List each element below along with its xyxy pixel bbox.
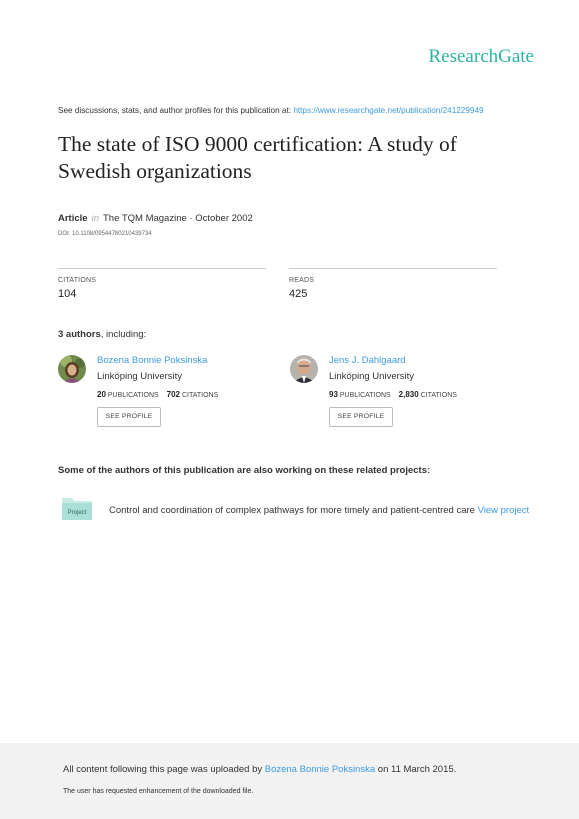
reads-label: READS — [289, 277, 315, 284]
project-title: Control and coordination of complex pathways for more timely and patient-centred care — [109, 505, 475, 516]
author-affiliation: Linköping University — [97, 371, 183, 382]
upload-suffix: on 11 March 2015. — [377, 764, 457, 775]
doi: DOI: 10.1108/09544780210439734 — [58, 231, 152, 237]
publication-title: The state of ISO 9000 certification: A study of Swedish organizations — [58, 132, 457, 183]
publication-url-link[interactable]: https://www.researchgate.net/publication/241229949 — [293, 106, 484, 115]
author-name-link[interactable]: Bozena Bonnie Poksinska — [97, 355, 208, 366]
uploader-link[interactable]: Bozena Bonnie Poksinska — [264, 764, 376, 775]
author-publications-count: 93 — [329, 390, 338, 399]
view-project-link[interactable]: View project — [477, 505, 530, 516]
authors-suffix: , including: — [100, 329, 147, 340]
author-stats — [329, 390, 457, 399]
project-folder-icon — [61, 495, 93, 521]
avatar[interactable] — [58, 355, 86, 383]
journal-date: The TQM Magazine · October 2002 — [102, 213, 253, 224]
in-label: in — [91, 213, 99, 224]
citations-value: 104 — [58, 288, 77, 300]
related-projects-heading: Some of the authors of this publication are also working on these related projects: — [58, 465, 431, 476]
enhancement-note: The user has requested enhancement of the downloaded file. — [63, 788, 254, 795]
reads-stat — [289, 268, 497, 300]
publication-meta — [58, 213, 253, 224]
see-profile-button[interactable]: SEE PROFILE — [97, 407, 161, 427]
citations-label: CITATIONS — [58, 277, 97, 284]
authors-heading — [58, 329, 146, 340]
author-stats — [97, 390, 218, 399]
article-type: Article — [58, 213, 88, 224]
see-profile-button[interactable]: SEE PROFILE — [329, 407, 393, 427]
footer — [0, 743, 579, 819]
author-name-link[interactable]: Jens J. Dahlgaard — [329, 355, 406, 366]
discussion-line — [58, 106, 484, 115]
upload-prefix: All content following this page was uploaded by — [63, 764, 263, 775]
avatar[interactable] — [290, 355, 318, 383]
authors-count: 3 authors — [58, 329, 101, 340]
reads-value: 425 — [289, 288, 308, 300]
author-citations-label: CITATIONS — [420, 392, 457, 399]
project-folder-label: Project — [67, 510, 87, 516]
author-citations-count: 702 — [166, 390, 180, 399]
discussion-prefix: See discussions, stats, and author profiles for this publication at: — [58, 106, 292, 115]
project-item — [109, 505, 529, 516]
author-citations-label: CITATIONS — [181, 392, 219, 399]
author-publications-count: 20 — [97, 390, 106, 399]
citations-stat — [58, 268, 266, 300]
researchgate-logo[interactable]: ResearchGate — [428, 46, 534, 67]
author-publications-label: PUBLICATIONS — [339, 392, 391, 399]
author-citations-count: 2,830 — [398, 390, 419, 399]
author-publications-label: PUBLICATIONS — [107, 392, 159, 399]
upload-line — [63, 764, 456, 775]
author-affiliation: Linköping University — [329, 371, 415, 382]
